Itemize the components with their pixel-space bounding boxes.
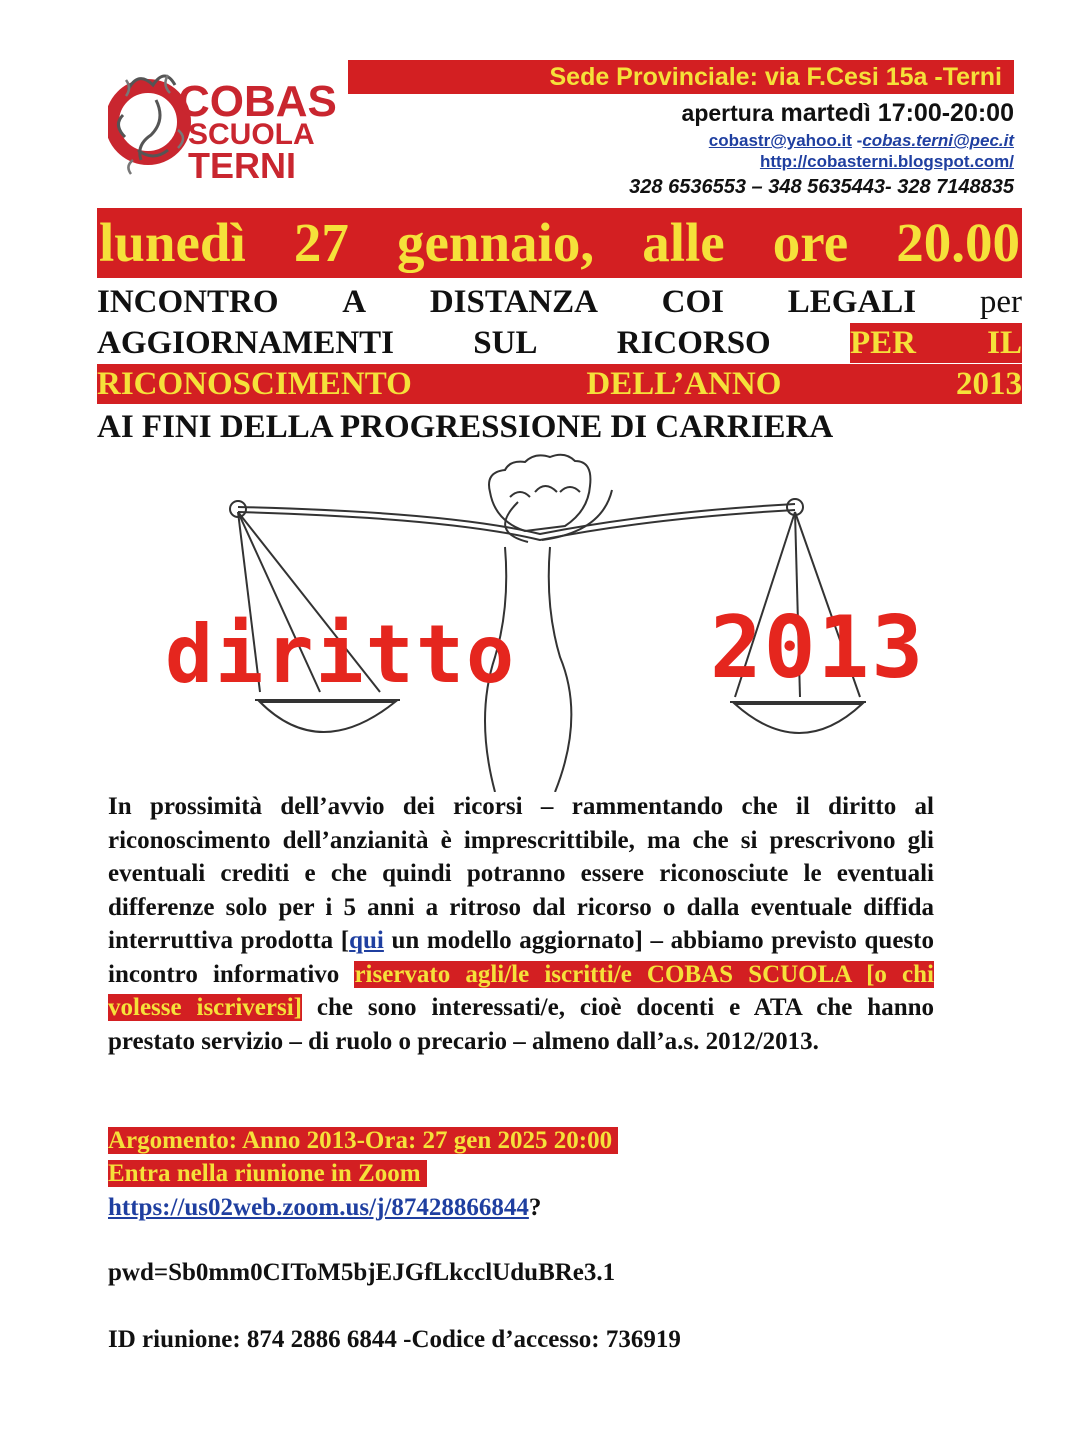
headline-word: LEGALI xyxy=(787,284,917,320)
date-word: 27 xyxy=(293,212,349,273)
headline-word: RICONOSCIMENTO xyxy=(97,366,412,402)
headline-word: AGGIORNAMENTI xyxy=(97,325,395,361)
body-text-part-1: In prossimità dell’avvio dei ricorsi – rammentando che il diritto al riconoscimento dell’anzianità è imprescrittibile, ma che si prescrivono gli eventuali crediti e che quindi potranno essere riconosciute le eventuali differenze solo per i 5 anni a ritroso dal ricorso o dalla eventuale diffida interruttiva prodotta [ xyxy=(108,793,934,954)
headline-line-1 xyxy=(97,282,1022,322)
headline-word: INCONTRO xyxy=(97,284,279,320)
email-link-yahoo[interactable]: cobastr@yahoo.it xyxy=(708,131,852,150)
headline-line-3 xyxy=(97,364,1022,404)
blog-link[interactable]: http://cobasterni.blogspot.com/ xyxy=(759,152,1014,171)
headline-word: A xyxy=(342,284,367,320)
illustration-word-diritto: diritto xyxy=(165,608,517,701)
headline-word: DELL’ANNO xyxy=(586,366,782,402)
headline-line-2 xyxy=(97,323,1022,363)
scale-fist-icon xyxy=(150,452,930,792)
headline-text: AI FINI DELLA PROGRESSIONE DI CARRIERA xyxy=(97,409,834,445)
headline-highlight xyxy=(850,323,1022,363)
headline-word: DISTANZA xyxy=(429,284,598,320)
blog-contact xyxy=(760,152,1014,172)
zoom-link-line xyxy=(108,1191,541,1224)
date-word: lunedì xyxy=(99,212,246,273)
body-highlight: riservato agli/le iscritti/e COBAS SCUOLA [o chi volesse iscriversi] xyxy=(108,960,934,1021)
email-separator: - xyxy=(851,131,863,150)
meeting-topic-text: Argomento: Anno 2013-Ora: 27 gen 2025 20:00 xyxy=(108,1127,618,1154)
headline-line-4 xyxy=(97,407,1022,447)
date-word: alle xyxy=(642,212,725,273)
opening-hours-prefix: apertura xyxy=(681,100,774,126)
headline-word: IL xyxy=(987,325,1022,361)
logo-text-scuola: SCUOLA xyxy=(188,118,315,151)
email-contacts xyxy=(709,131,1014,151)
qui-link[interactable]: qui xyxy=(349,927,384,954)
body-text-part-3: che sono interessati/e, cioè docenti e ATA che hanno prestato servizio – di ruolo o precario – almeno dall’a.s. 2012/2013. xyxy=(108,994,935,1055)
opening-hours-time: martedì 17:00-20:00 xyxy=(780,99,1014,127)
date-word: gennaio, xyxy=(396,212,595,273)
meeting-join-label xyxy=(108,1157,427,1190)
sede-banner: Sede Provinciale: via F.Cesi 15a -Terni xyxy=(348,60,1014,94)
cobas-logo xyxy=(108,60,338,190)
meeting-join-text: Entra nella riunione in Zoom xyxy=(108,1160,427,1187)
body-paragraph xyxy=(108,790,934,1058)
date-word: ore xyxy=(772,212,849,273)
headline-word: COI xyxy=(661,284,725,320)
logo-text-terni: TERNI xyxy=(188,145,296,186)
headline-word: 2013 xyxy=(956,366,1022,402)
headline-word: per xyxy=(979,284,1022,320)
date-banner xyxy=(97,208,1022,278)
headline-word: SUL xyxy=(473,325,538,361)
date-word: 20.00 xyxy=(896,212,1020,273)
logo-text-cobas: COBAS xyxy=(178,77,337,126)
meeting-id: ID riunione: 874 2886 6844 -Codice d’accesso: 736919 xyxy=(108,1326,681,1353)
justice-scale-illustration xyxy=(150,452,930,792)
zoom-link-suffix: ? xyxy=(528,1194,542,1221)
email-link-pec[interactable]: cobas.terni@pec.it xyxy=(862,131,1014,150)
zoom-link[interactable]: https://us02web.zoom.us/j/87428866844 xyxy=(108,1194,529,1221)
illustration-word-2013: 2013 xyxy=(710,598,926,698)
meeting-password: pwd=Sb0mm0CIToM5bjEJGfLkcclUduBRe3.1 xyxy=(108,1259,616,1286)
opening-hours xyxy=(682,97,1014,129)
body-text-part-2: un modello aggiornato] – abbiamo previsto questo incontro informativo xyxy=(108,927,934,988)
meeting-topic xyxy=(108,1124,618,1157)
phone-numbers: 328 6536553 – 348 5635443- 328 7148835 xyxy=(629,176,1014,198)
headline-word: PER xyxy=(849,325,916,361)
headline-word: RICORSO xyxy=(616,325,771,361)
